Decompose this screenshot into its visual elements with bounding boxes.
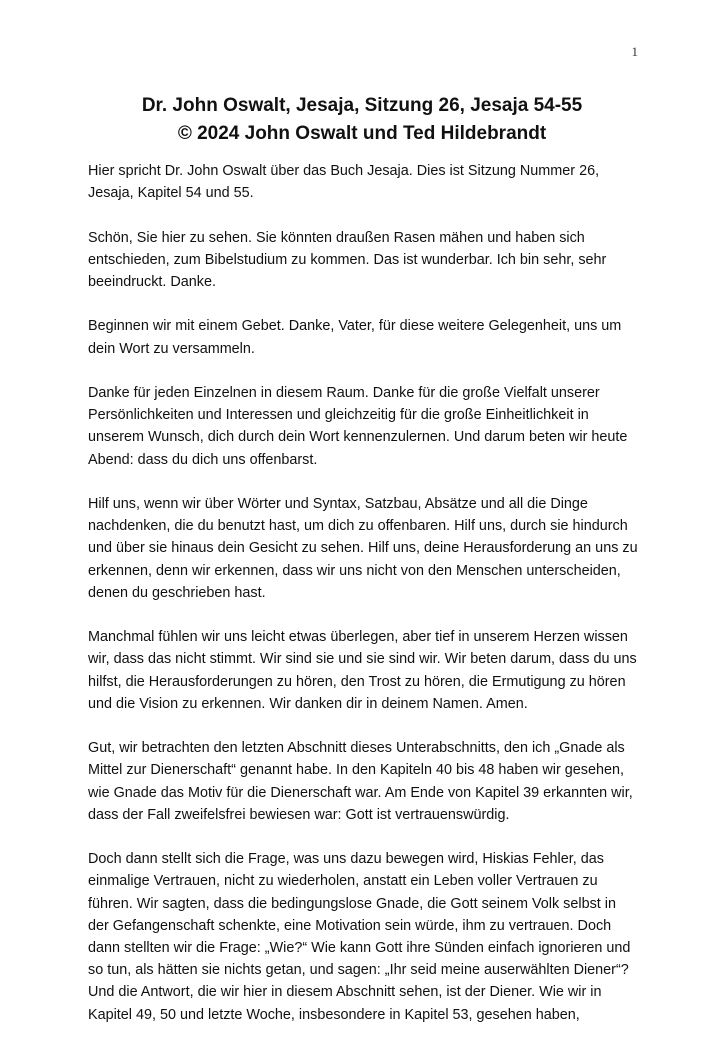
document-body	[88, 160, 640, 1048]
title-line-copyright: © 2024 John Oswalt und Ted Hildebrandt	[177, 123, 547, 144]
paragraph-prayer-end: Manchmal fühlen wir uns leicht etwas überlegen, aber tief in unserem Herzen wissen wir, dass das nicht stimmt. Wir sind sie und sie sind wir. Wir beten darum, dass du uns hilfst, die Herausforderungen zu hören, den Trost zu hören, die Ermutigung zu hören und die Vision zu erkennen. Wir danken dir in deinem Namen. Amen.	[88, 629, 637, 712]
paragraph-servant: Doch dann stellt sich die Frage, was uns dazu bewegen wird, Hiskias Fehler, das einmalige Vertrauen, nicht zu wiederholen, anstatt ein Leben voller Vertrauen zu führen. Wir sagten, dass die bedingungslose Gnade, die Gott seinem Volk selbst in der Gefangenschaft schenkte, eine Motivation sein würde, ihm zu vertrauen. Doch dann stellten wir die Frage: „Wie?“ Wie kann Gott ihre Sünden einfach ignorieren und so tun, als hätten sie nichts getan, und sagen: „Ihr seid meine auserwählten Diener“? Und die Antwort, die wir hier in diesem Abschnitt sehen, ist der Diener. Wie wir in Kapitel 49, 50 und letzte Woche, insbesondere in Kapitel 53, gesehen haben,	[88, 851, 631, 1023]
document-title	[0, 92, 724, 148]
page-number: 1	[631, 44, 638, 59]
paragraph-prayer-thanks: Danke für jeden Einzelnen in diesem Raum. Danke für die große Vielfalt unserer Persönlichkeiten und Interessen und gleichzeitig für die große Einheitlichkeit in unserem Wunsch, dich durch dein Wort kennenzulernen. Und darum beten wir heute Abend: dass du dich uns offenbarst.	[88, 384, 628, 468]
paragraph-greeting: Schön, Sie hier zu sehen. Sie könnten draußen Rasen mähen und haben sich entschieden, zum Bibelstudium zu kommen. Das ist wunderbar. Ich bin sehr, sehr beeindruckt. Danke.	[88, 229, 607, 290]
paragraph-prayer-start: Beginnen wir mit einem Gebet. Danke, Vater, für diese weitere Gelegenheit, uns um dein Wort zu versammeln.	[88, 318, 622, 357]
title-line-session: Dr. John Oswalt, Jesaja, Sitzung 26, Jesaja 54-55	[141, 95, 583, 116]
paragraph-prayer-help: Hilf uns, wenn wir über Wörter und Syntax, Satzbau, Absätze und all die Dinge nachdenken, die du benutzt hast, um dich zu offenbaren. Hilf uns, durch sie hindurch und über sie hinaus dein Gesicht zu sehen. Hilf uns, deine Herausforderung an uns zu erkennen, denn wir erkennen, dass wir uns nicht von den Menschen unterscheiden, denen du geschrieben hast.	[88, 495, 638, 601]
paragraph-section-intro: Gut, wir betrachten den letzten Abschnitt dieses Unterabschnitts, den ich „Gnade als Mittel zur Dienerschaft“ genannt habe. In den Kapiteln 40 bis 48 haben wir gesehen, wie Gnade das Motiv für die Dienerschaft war. Am Ende von Kapitel 39 erkannten wir, dass der Fall zweifelsfrei bewiesen war: Gott ist vertrauenswürdig.	[88, 740, 633, 823]
paragraph-intro: Hier spricht Dr. John Oswalt über das Buch Jesaja. Dies ist Sitzung Nummer 26, Jesaja, Kapitel 54 und 55.	[88, 163, 600, 202]
